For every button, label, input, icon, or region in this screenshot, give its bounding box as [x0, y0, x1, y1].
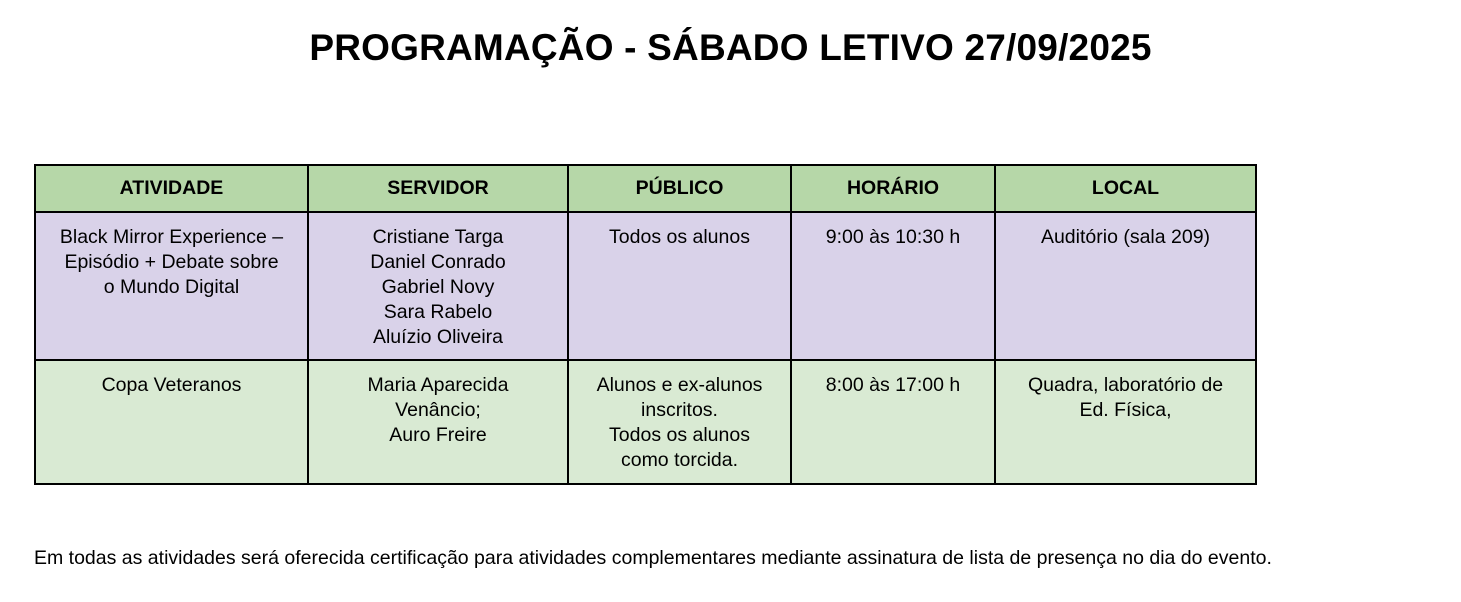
cell-line: Aluízio Oliveira — [372, 326, 504, 348]
cell-line: Gabriel Novy — [381, 276, 495, 298]
cell-line: como torcida. — [620, 449, 739, 471]
cell-publico — [568, 212, 791, 360]
cell-line: Ed. Física, — [1079, 399, 1172, 421]
cell-line: o Mundo Digital — [103, 276, 240, 298]
cell-line: Daniel Conrado — [370, 251, 506, 273]
cell-servidor — [308, 212, 568, 360]
cell-atividade — [35, 212, 308, 360]
cell-line: Cristiane Targa — [372, 226, 504, 248]
header-local: LOCAL — [995, 165, 1256, 212]
cell-horario: 8:00 às 17:00 h — [791, 360, 995, 484]
table-row — [35, 360, 1256, 484]
cell-line: Todos os alunos — [609, 226, 750, 248]
table-header-row — [35, 165, 1256, 212]
cell-atividade — [35, 360, 308, 484]
cell-line: Alunos e ex-alunos — [596, 374, 763, 396]
page-title: PROGRAMAÇÃO - SÁBADO LETIVO 27/09/2025 — [309, 27, 1152, 68]
header-atividade: ATIVIDADE — [35, 165, 308, 212]
cell-line: Episódio + Debate sobre — [64, 251, 279, 273]
cell-horario: 9:00 às 10:30 h — [791, 212, 995, 360]
cell-line: Venâncio; — [395, 399, 481, 421]
cell-line: Quadra, laboratório de — [1027, 374, 1224, 396]
certification-note: Em todas as atividades será oferecida certificação para atividades complementares mediante assinatura de lista de presença no dia do evento. — [34, 547, 1272, 569]
cell-servidor — [308, 360, 568, 484]
cell-local — [995, 360, 1256, 484]
cell-line: Copa Veteranos — [101, 374, 242, 396]
cell-line: Todos os alunos — [609, 424, 750, 446]
schedule-table — [34, 164, 1257, 485]
cell-line: Auditório (sala 209) — [1040, 226, 1211, 248]
cell-publico — [568, 360, 791, 484]
cell-line: Black Mirror Experience – — [59, 226, 284, 248]
header-publico: PÚBLICO — [568, 165, 791, 212]
table-row — [35, 212, 1256, 360]
cell-line: Sara Rabelo — [383, 301, 493, 323]
header-servidor: SERVIDOR — [308, 165, 568, 212]
cell-line: Maria Aparecida — [367, 374, 509, 396]
cell-local — [995, 212, 1256, 360]
cell-line: Auro Freire — [389, 424, 487, 446]
header-horario: HORÁRIO — [791, 165, 995, 212]
cell-line: inscritos. — [641, 399, 718, 421]
